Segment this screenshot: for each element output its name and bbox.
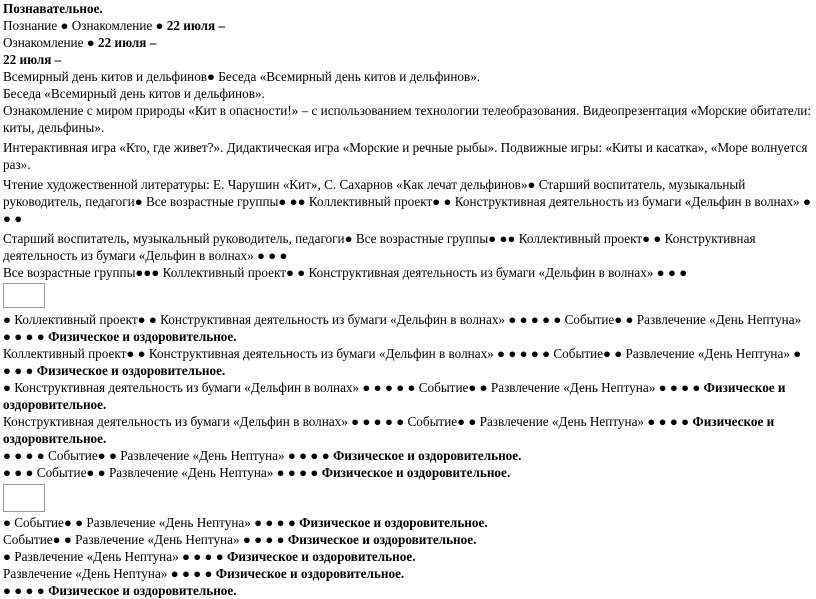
empty-image-box: [3, 484, 45, 512]
text-paragraph: Старший воспитатель, музыкальный руководитель, педагоги● Все возрастные группы● ●● Коллективный проект● ● Конструктивная деятельность из бумаги «Дельфин в волнах» ● ● ●: [3, 231, 756, 263]
text-span: Развлечение «День Нептуна» ● ● ● ●: [3, 566, 216, 581]
phys-label: Физическое и оздоровительное.: [3, 414, 775, 446]
text-span: ● ● ● ● Событие● ● Развлечение «День Нептуна» ● ● ● ●: [3, 448, 333, 463]
text-line: Беседа «Всемирный день китов и дельфинов».: [3, 86, 265, 101]
date-label: 22 июля –: [166, 18, 226, 33]
phys-label: Физическое и оздоровительное.: [48, 583, 237, 598]
text-paragraph: [3, 311, 811, 345]
text-paragraph: [3, 413, 811, 447]
text-span: ● Развлечение «День Нептуна» ● ● ● ●: [3, 549, 228, 564]
phys-label: Физическое и оздоровительное.: [227, 549, 416, 564]
text-span: Ознакомление ●: [3, 35, 99, 50]
section-heading: Познавательное.: [3, 1, 103, 16]
text-line: Всемирный день китов и дельфинов● Беседа «Всемирный день китов и дельфинов».: [3, 69, 481, 84]
date-label: 22 июля –: [98, 35, 157, 50]
text-paragraph: Интерактивная игра «Кто, где живет?». Дидактическая игра «Морские и речные рыбы». Подвижные игры: «Киты и касатка», «Море волнуется раз».: [3, 140, 808, 172]
text-paragraph: [3, 345, 811, 379]
date-line: 22 июля –: [3, 52, 62, 67]
text-line: [3, 17, 811, 34]
document-body: [3, 0, 811, 599]
text-span: ● ● ● ●: [3, 583, 49, 598]
text-span: ● Коллективный проект● ● Конструктивная деятельность из бумаги «Дельфин в волнах» ● ● ● ● ● Событие● ● Развлечение «День Нептуна» ● ● ● ●: [3, 312, 802, 344]
text-span: Познание ● Ознакомление ●: [3, 18, 167, 33]
text-span: Конструктивная деятельность из бумаги «Дельфин в волнах» ● ● ● ● ● Событие● ● Развлечение «День Нептуна» ● ● ● ●: [3, 414, 693, 429]
phys-label: Физическое и оздоровительное.: [321, 465, 511, 480]
text-span: ● Событие● ● Развлечение «День Нептуна» ● ● ● ●: [3, 515, 300, 530]
phys-label: Физическое и оздоровительное.: [36, 363, 226, 378]
text-paragraph: [3, 379, 811, 413]
phys-label: Физическое и оздоровительное.: [215, 566, 405, 581]
empty-image-box: [3, 283, 45, 308]
phys-label: Физическое и оздоровительное.: [332, 448, 522, 463]
text-paragraph: Чтение художественной литературы: Е. Чарушин «Кит», С. Сахарнов «Как лечат дельфинов»● Старший воспитатель, музыкальный руководитель, педагоги● Все возрастные группы● ●● Коллективный проект● ● Конструктивная деятельность из бумаги «Дельфин в волнах» ● ● ●: [3, 177, 811, 226]
text-line: [3, 34, 811, 51]
text-line: [3, 582, 811, 599]
phys-label: Физическое и оздоровительное.: [3, 380, 786, 412]
text-span: Событие● ● Развлечение «День Нептуна» ● ● ● ●: [3, 532, 288, 547]
text-paragraph: Ознакомление с миром природы «Кит в опасности!» – с использованием технологии телеобразования. Видеопрезентация «Морские обитатели: киты, дельфины».: [3, 103, 811, 135]
phys-label: Физическое и оздоровительное.: [299, 515, 488, 530]
text-line: [3, 531, 811, 548]
text-span: Коллективный проект● ● Конструктивная деятельность из бумаги «Дельфин в волнах» ● ● ● ● ● Событие● ● Развлечение «День Нептуна» ● ● ● ●: [3, 346, 802, 378]
text-span: ● ● ● Событие● ● Развлечение «День Нептуна» ● ● ● ●: [3, 465, 322, 480]
text-line: [3, 514, 811, 531]
text-line: [3, 565, 811, 582]
text-line: [3, 447, 811, 464]
text-paragraph: Все возрастные группы●●● Коллективный проект● ● Конструктивная деятельность из бумаги «Дельфин в волнах» ● ● ●: [3, 265, 688, 280]
phys-label: Физическое и оздоровительное.: [287, 532, 477, 547]
phys-label: Физическое и оздоровительное.: [48, 329, 237, 344]
text-line: [3, 464, 811, 481]
text-span: ● Конструктивная деятельность из бумаги «Дельфин в волнах» ● ● ● ● ● Событие● ● Развлечение «День Нептуна» ● ● ● ●: [3, 380, 704, 395]
